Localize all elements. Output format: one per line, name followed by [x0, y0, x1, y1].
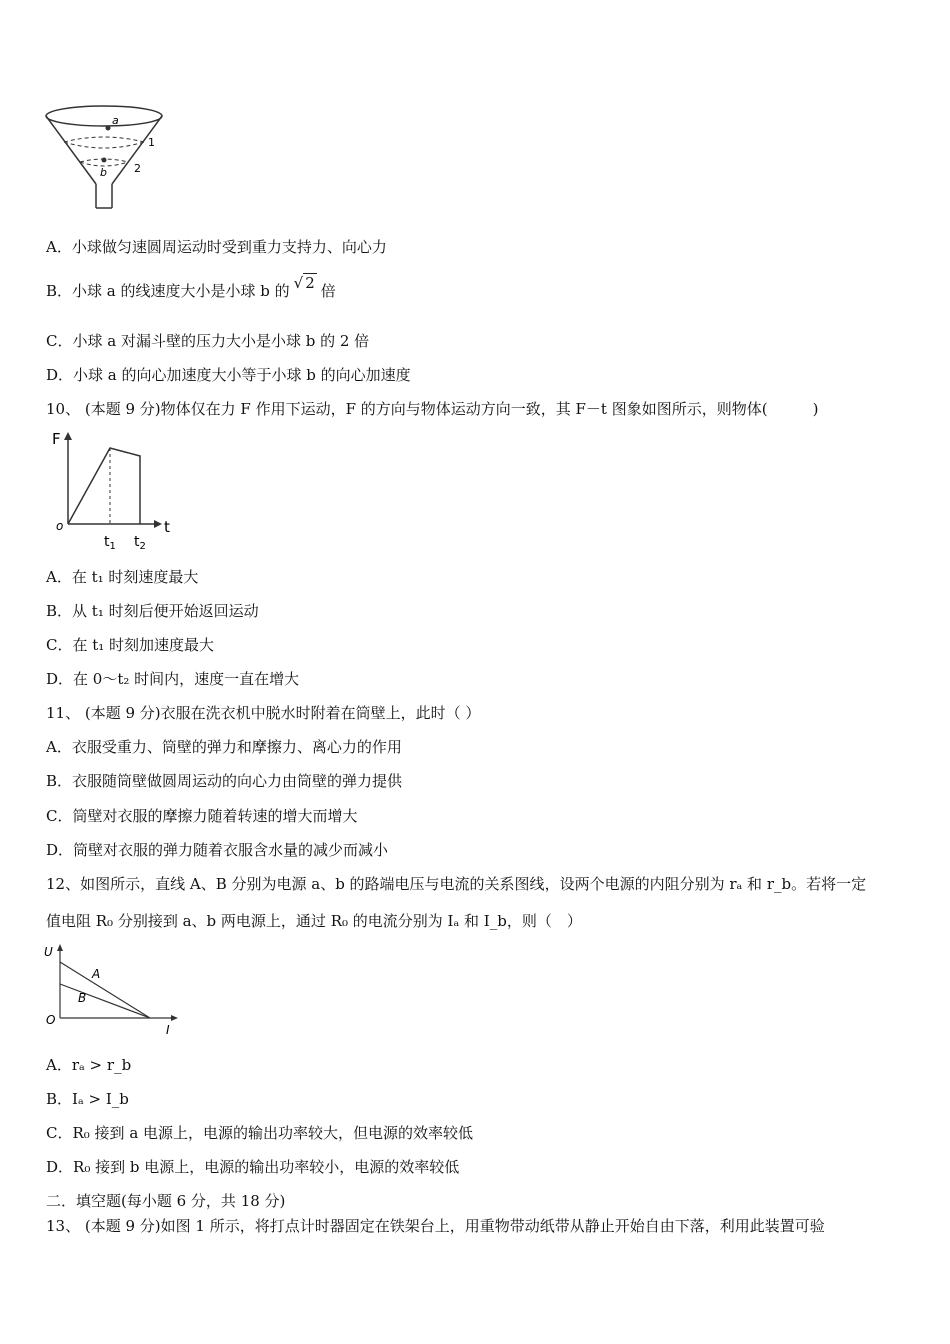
q9-option-d: D．小球 a 的向心加速度大小等于小球 b 的向心加速度 — [46, 366, 411, 384]
q10-option-a: A．在 t₁ 时刻速度最大 — [46, 568, 199, 586]
q12-stem-line2: 值电阻 R₀ 分别接到 a、b 两电源上，通过 R₀ 的电流分别为 Iₐ 和 I_b，则（ ） — [46, 912, 582, 930]
q11-option-d: D．筒壁对衣服的弹力随着衣服含水量的减少而减小 — [46, 841, 389, 859]
q10-stem: 10、 (本题 9 分)物体仅在力 F 作用下运动，F 的方向与物体运动方向一致，其 F－t 图象如图所示，则物体( ) — [46, 400, 819, 418]
q9-option-b-pre: B．小球 a 的线速度大小是小球 b 的 — [46, 282, 290, 300]
line-b — [60, 984, 150, 1018]
q11-stem: 11、 (本题 9 分)衣服在洗衣机中脱水时附着在筒壁上，此时（ ） — [46, 704, 481, 722]
ft-x-label: t — [164, 518, 170, 536]
q12-option-c: C．R₀ 接到 a 电源上，电源的输出功率较大，但电源的效率较低 — [46, 1124, 474, 1142]
q11-option-c: C．筒壁对衣服的摩擦力随着转速的增大而增大 — [46, 807, 358, 825]
q10-option-c: C．在 t₁ 时刻加速度最大 — [46, 636, 215, 654]
ft-t1-label: $t_1$ — [104, 534, 116, 552]
sqrt-symbol: √ 2 — [293, 274, 315, 292]
ui-line-b-label: B — [78, 991, 87, 1005]
section-2-title: 二．填空题(每小题 6 分，共 18 分) — [46, 1192, 286, 1210]
q11-option-b: B．衣服随筒壁做圆周运动的向心力由筒壁的弹力提供 — [46, 772, 403, 790]
funnel-label-1: 1 — [148, 136, 155, 149]
q9-option-b — [46, 274, 336, 301]
q12-option-d: D．R₀ 接到 b 电源上，电源的输出功率较小，电源的效率较低 — [46, 1158, 460, 1176]
q9-option-b-post: 倍 — [320, 282, 336, 300]
ui-line-a-label: A — [92, 967, 101, 981]
q11-option-a: A．衣服受重力、筒壁的弹力和摩擦力、离心力的作用 — [46, 738, 402, 756]
ui-y-label: U — [44, 945, 53, 959]
ft-origin: o — [56, 519, 64, 533]
q10-option-d: D．在 0～t₂ 时间内，速度一直在增大 — [46, 670, 300, 688]
sqrt-radicand: 2 — [305, 274, 315, 292]
ft-y-label: F — [52, 430, 61, 448]
q10-option-b: B．从 t₁ 时刻后便开始返回运动 — [46, 602, 259, 620]
ui-x-label: I — [166, 1023, 170, 1036]
funnel-label-2: 2 — [134, 162, 141, 175]
q12-option-b: B．Iₐ > I_b — [46, 1090, 129, 1108]
funnel-label-a: a — [112, 114, 119, 127]
q12-option-a: A．rₐ > r_b — [46, 1056, 132, 1074]
q9-option-a: A．小球做匀速圆周运动时受到重力支持力、向心力 — [46, 238, 387, 256]
q13-stem: 13、 (本题 9 分)如图 1 所示，将打点计时器固定在铁架台上，用重物带动纸带从静止开始自由下落，利用此装置可验 — [46, 1217, 825, 1235]
ft-graph — [44, 430, 194, 552]
funnel-figure — [42, 96, 172, 214]
q12-stem-line1: 12、如图所示，直线 A、B 分别为电源 a、b 的路端电压与电流的关系图线，设两个电源的内阻分别为 rₐ 和 r_b。若将一定 — [46, 875, 867, 893]
line-a — [60, 962, 150, 1018]
ui-graph — [40, 940, 190, 1036]
ft-force-curve — [68, 448, 140, 524]
funnel-label-b: b — [100, 166, 107, 179]
ui-origin: O — [46, 1013, 56, 1027]
q9-option-c: C．小球 a 对漏斗壁的压力大小是小球 b 的 2 倍 — [46, 332, 370, 350]
ft-t2-label: $t_2$ — [134, 534, 146, 552]
